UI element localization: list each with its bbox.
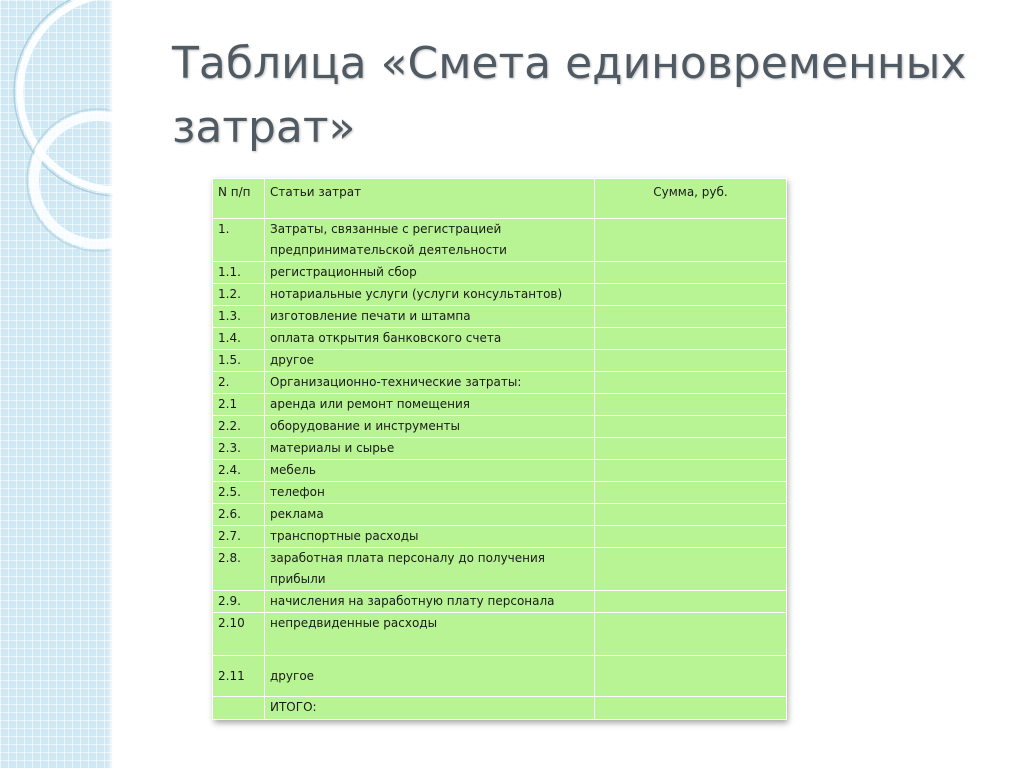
row-sum [595, 372, 787, 394]
row-item: оборудование и инструменты [265, 416, 595, 438]
row-number: 1.3. [213, 306, 265, 328]
row-item: мебель [265, 460, 595, 482]
table-row [213, 504, 787, 526]
row-sum [595, 438, 787, 460]
row-number: 2.8. [213, 548, 265, 591]
table-row [213, 548, 787, 591]
row-item: транспортные расходы [265, 526, 595, 548]
row-number: 2.4. [213, 460, 265, 482]
row-item: Организационно-технические затраты: [265, 372, 595, 394]
row-sum [595, 262, 787, 284]
table-header-row [213, 179, 787, 219]
slide-title: Таблица «Смета единовременных затрат» [172, 38, 967, 153]
row-number: 2.2. [213, 416, 265, 438]
row-item: оплата открытия банковского счета [265, 328, 595, 350]
row-number: 1.1. [213, 262, 265, 284]
header-number: N п/п [213, 179, 265, 219]
row-item: изготовление печати и штампа [265, 306, 595, 328]
header-item: Статьи затрат [265, 179, 595, 219]
row-number: 1.5. [213, 350, 265, 372]
row-sum [595, 548, 787, 591]
row-item: материалы и сырье [265, 438, 595, 460]
table-row [213, 438, 787, 460]
row-item: Затраты, связанные с регистрацией предпринимательской деятельности [265, 219, 595, 262]
table-row [213, 591, 787, 613]
table-row [213, 482, 787, 504]
row-number: 2.3. [213, 438, 265, 460]
row-sum [595, 526, 787, 548]
table-row [213, 394, 787, 416]
row-sum [595, 613, 787, 656]
row-item: нотариальные услуги (услуги консультантов) [265, 284, 595, 306]
table-row [213, 328, 787, 350]
row-item: начисления на заработную плату персонала [265, 591, 595, 613]
row-sum [595, 306, 787, 328]
cost-estimate-table-container [212, 178, 786, 720]
total-sum [595, 697, 787, 720]
row-sum [595, 394, 787, 416]
row-number: 2.5. [213, 482, 265, 504]
row-sum [595, 504, 787, 526]
row-item: реклама [265, 504, 595, 526]
row-item: регистрационный сбор [265, 262, 595, 284]
row-item: непредвиденные расходы [265, 613, 595, 656]
table-row [213, 284, 787, 306]
row-sum [595, 350, 787, 372]
table-row [213, 219, 787, 262]
row-item: другое [265, 656, 595, 697]
row-number: 2.10 [213, 613, 265, 656]
cost-estimate-table [212, 178, 787, 720]
row-sum [595, 460, 787, 482]
table-row [213, 460, 787, 482]
row-number: 2. [213, 372, 265, 394]
row-number: 1. [213, 219, 265, 262]
total-label: ИТОГО: [265, 697, 595, 720]
row-item: заработная плата персоналу до получения прибыли [265, 548, 595, 591]
header-sum: Сумма, руб. [595, 179, 787, 219]
row-sum [595, 328, 787, 350]
row-sum [595, 416, 787, 438]
row-item: телефон [265, 482, 595, 504]
row-number: 1.4. [213, 328, 265, 350]
row-sum [595, 591, 787, 613]
table-row [213, 262, 787, 284]
table-row [213, 306, 787, 328]
table-row [213, 372, 787, 394]
row-number: 2.7. [213, 526, 265, 548]
table-row [213, 350, 787, 372]
decorative-side-band [0, 0, 113, 768]
row-sum [595, 482, 787, 504]
row-number: 2.6. [213, 504, 265, 526]
row-number: 1.2. [213, 284, 265, 306]
total-number [213, 697, 265, 720]
row-item: другое [265, 350, 595, 372]
row-item: аренда или ремонт помещения [265, 394, 595, 416]
row-number: 2.9. [213, 591, 265, 613]
row-number: 2.11 [213, 656, 265, 697]
decorative-circles [0, 0, 113, 300]
row-number: 2.1 [213, 394, 265, 416]
table-row [213, 613, 787, 656]
table-row [213, 526, 787, 548]
row-sum [595, 284, 787, 306]
row-sum [595, 219, 787, 262]
table-row [213, 416, 787, 438]
table-total-row [213, 697, 787, 720]
row-sum [595, 656, 787, 697]
table-row [213, 656, 787, 697]
